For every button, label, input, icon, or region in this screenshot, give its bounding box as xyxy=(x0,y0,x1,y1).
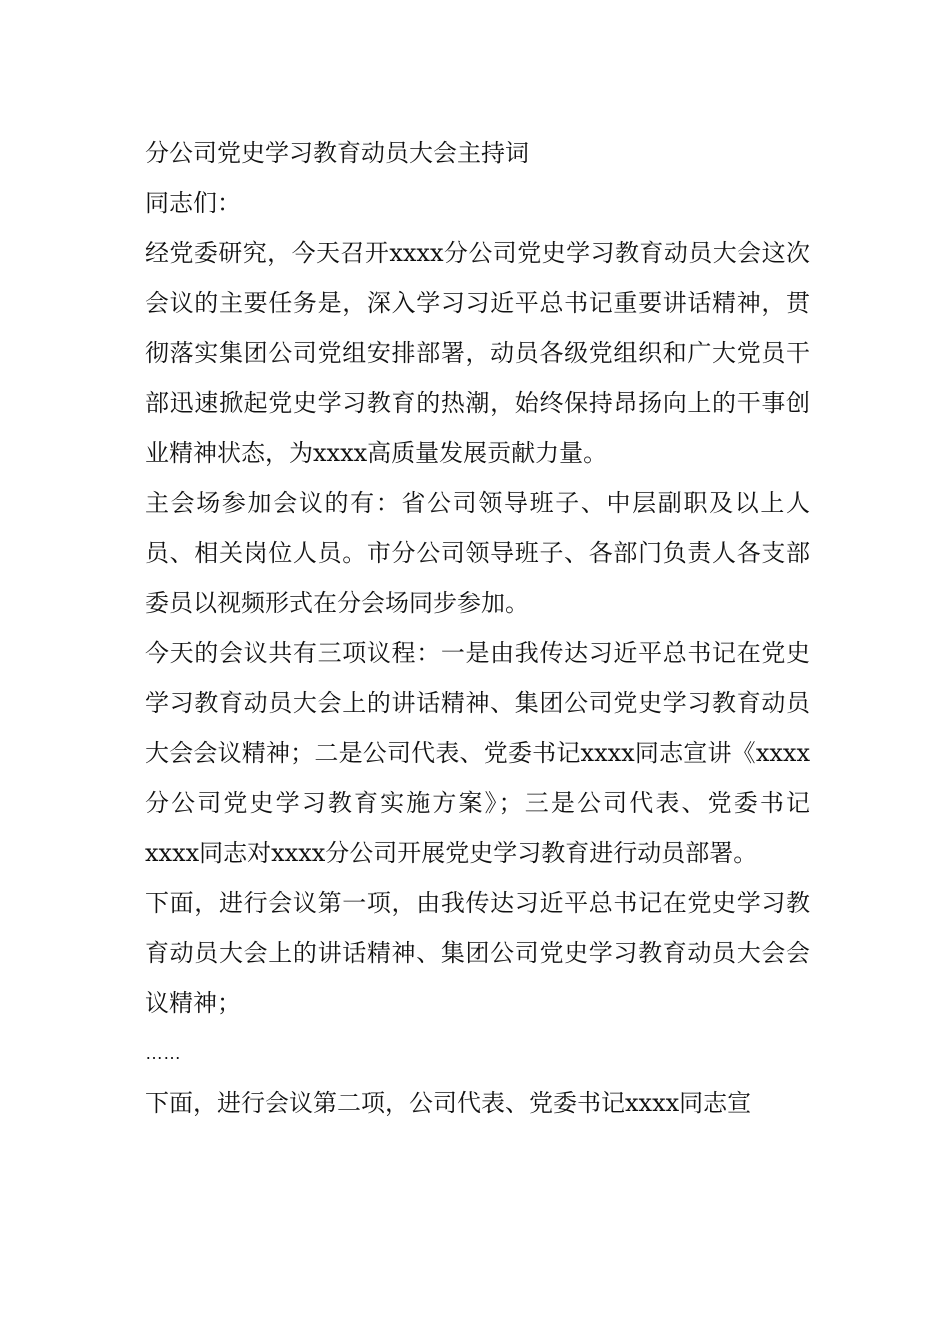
paragraph-item-one: 下面，进行会议第一项，由我传达习近平总书记在党史学习教育动员大会上的讲话精神、集团公司党史学习教育动员大会会议精神； xyxy=(145,889,810,1017)
document-title: 分公司党史学习教育动员大会主持词 xyxy=(145,139,529,167)
paragraph-attendees: 主会场参加会议的有：省公司领导班子、中层副职及以上人员、相关岗位人员。市分公司领导班子、各部门负责人各支部委员以视频形式在分会场同步参加。 xyxy=(145,489,810,617)
paragraph-opening: 经党委研究，今天召开xxxx分公司党史学习教育动员大会这次会议的主要任务是，深入学习习近平总书记重要讲话精神，贯彻落实集团公司党组安排部署，动员各级党组织和广大党员干部迅速掀起党史学习教育的热潮，始终保持昂扬向上的干事创业精神状态，为xxxx高质量发展贡献力量。 xyxy=(145,239,810,467)
document-body xyxy=(145,128,810,1128)
greeting: 同志们： xyxy=(145,189,241,217)
paragraph-agenda: 今天的会议共有三项议程：一是由我传达习近平总书记在党史学习教育动员大会上的讲话精神、集团公司党史学习教育动员大会会议精神；二是公司代表、党委书记xxxx同志宣讲《xxxx分公司党史学习教育实施方案》；三是公司代表、党委书记xxxx同志对xxxx分公司开展党史学习教育进行动员部署。 xyxy=(145,639,810,867)
paragraph-item-two: 下面，进行会议第二项，公司代表、党委书记xxxx同志宣 xyxy=(145,1089,752,1117)
ellipsis: …… xyxy=(145,1043,181,1063)
